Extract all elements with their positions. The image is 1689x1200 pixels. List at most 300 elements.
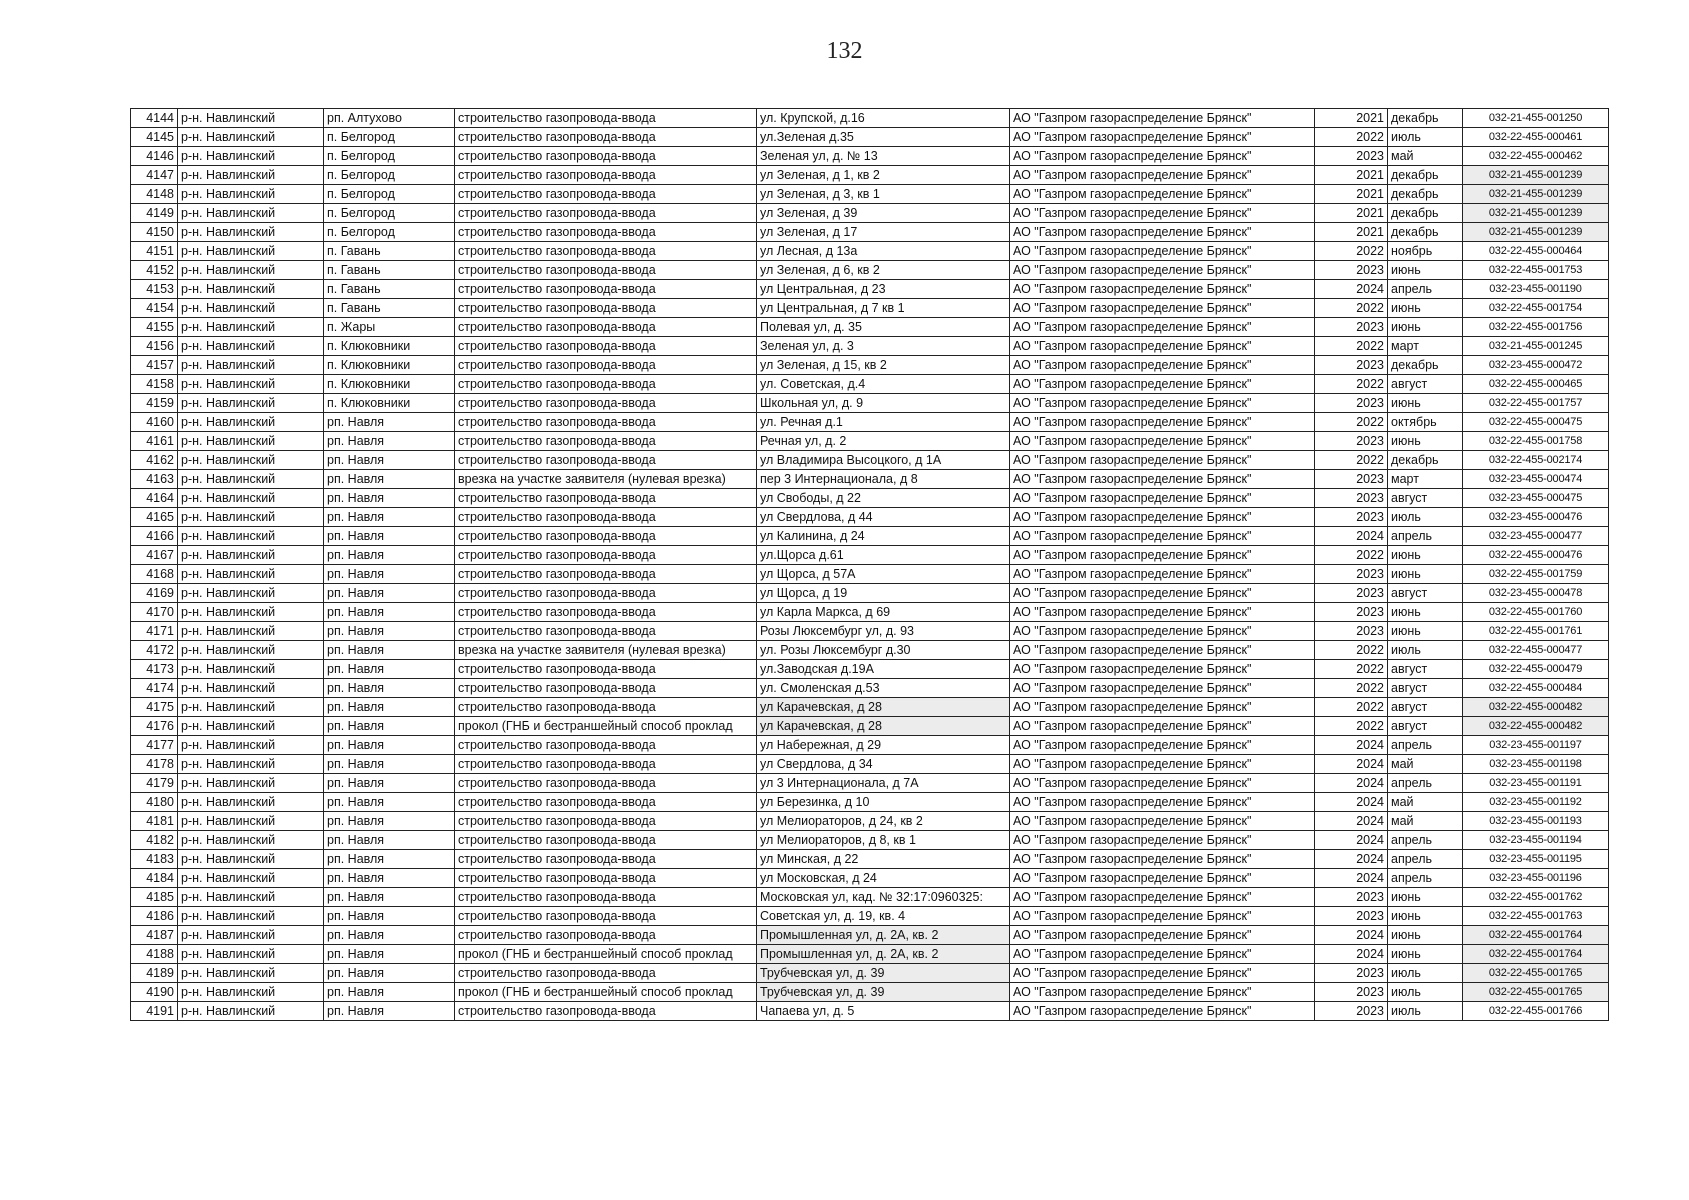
locality-cell: рп. Навля bbox=[324, 470, 455, 489]
code-cell: 032-22-455-000477 bbox=[1463, 641, 1609, 660]
locality-cell: рп. Навля bbox=[324, 717, 455, 736]
month-cell: июнь bbox=[1388, 546, 1463, 565]
district-cell: р-н. Навлинский bbox=[178, 850, 324, 869]
organization-cell: АО "Газпром газораспределение Брянск" bbox=[1010, 223, 1315, 242]
district-cell: р-н. Навлинский bbox=[178, 565, 324, 584]
address-cell: ул Зеленая, д 17 bbox=[757, 223, 1010, 242]
month-cell: апрель bbox=[1388, 280, 1463, 299]
address-cell: ул Набережная, д 29 bbox=[757, 736, 1010, 755]
address-cell: ул Карла Маркса, д 69 bbox=[757, 603, 1010, 622]
row-number: 4190 bbox=[131, 983, 178, 1002]
district-cell: р-н. Навлинский bbox=[178, 546, 324, 565]
locality-cell: рп. Навля bbox=[324, 413, 455, 432]
year-cell: 2022 bbox=[1315, 242, 1388, 261]
year-cell: 2024 bbox=[1315, 774, 1388, 793]
year-cell: 2024 bbox=[1315, 869, 1388, 888]
table-row bbox=[131, 983, 1609, 1002]
address-cell: Полевая ул, д. 35 bbox=[757, 318, 1010, 337]
district-cell: р-н. Навлинский bbox=[178, 299, 324, 318]
organization-cell: АО "Газпром газораспределение Брянск" bbox=[1010, 280, 1315, 299]
address-cell: ул.Щорса д.61 bbox=[757, 546, 1010, 565]
year-cell: 2023 bbox=[1315, 489, 1388, 508]
table-row bbox=[131, 128, 1609, 147]
code-cell: 032-23-455-001190 bbox=[1463, 280, 1609, 299]
year-cell: 2021 bbox=[1315, 109, 1388, 128]
table-row bbox=[131, 527, 1609, 546]
organization-cell: АО "Газпром газораспределение Брянск" bbox=[1010, 850, 1315, 869]
table-row bbox=[131, 698, 1609, 717]
code-cell: 032-23-455-001198 bbox=[1463, 755, 1609, 774]
row-number: 4172 bbox=[131, 641, 178, 660]
year-cell: 2024 bbox=[1315, 527, 1388, 546]
locality-cell: рп. Навля bbox=[324, 812, 455, 831]
row-number: 4173 bbox=[131, 660, 178, 679]
row-number: 4174 bbox=[131, 679, 178, 698]
address-cell: Зеленая ул, д. 3 bbox=[757, 337, 1010, 356]
month-cell: июль bbox=[1388, 128, 1463, 147]
work-type-cell: строительство газопровода-ввода bbox=[455, 109, 757, 128]
row-number: 4177 bbox=[131, 736, 178, 755]
organization-cell: АО "Газпром газораспределение Брянск" bbox=[1010, 964, 1315, 983]
table-row bbox=[131, 831, 1609, 850]
work-type-cell: строительство газопровода-ввода bbox=[455, 166, 757, 185]
year-cell: 2024 bbox=[1315, 850, 1388, 869]
row-number: 4178 bbox=[131, 755, 178, 774]
district-cell: р-н. Навлинский bbox=[178, 945, 324, 964]
locality-cell: рп. Навля bbox=[324, 755, 455, 774]
work-type-cell: строительство газопровода-ввода bbox=[455, 261, 757, 280]
table-row bbox=[131, 774, 1609, 793]
work-type-cell: прокол (ГНБ и бестраншейный способ проклад bbox=[455, 945, 757, 964]
row-number: 4188 bbox=[131, 945, 178, 964]
month-cell: июнь bbox=[1388, 888, 1463, 907]
year-cell: 2022 bbox=[1315, 413, 1388, 432]
code-cell: 032-22-455-000476 bbox=[1463, 546, 1609, 565]
address-cell: ул Березинка, д 10 bbox=[757, 793, 1010, 812]
address-cell: ул Зеленая, д 39 bbox=[757, 204, 1010, 223]
code-cell: 032-22-455-000464 bbox=[1463, 242, 1609, 261]
district-cell: р-н. Навлинский bbox=[178, 831, 324, 850]
organization-cell: АО "Газпром газораспределение Брянск" bbox=[1010, 204, 1315, 223]
row-number: 4191 bbox=[131, 1002, 178, 1021]
table-row bbox=[131, 603, 1609, 622]
code-cell: 032-23-455-001194 bbox=[1463, 831, 1609, 850]
year-cell: 2022 bbox=[1315, 717, 1388, 736]
organization-cell: АО "Газпром газораспределение Брянск" bbox=[1010, 299, 1315, 318]
month-cell: август bbox=[1388, 375, 1463, 394]
district-cell: р-н. Навлинский bbox=[178, 223, 324, 242]
month-cell: август bbox=[1388, 660, 1463, 679]
row-number: 4183 bbox=[131, 850, 178, 869]
district-cell: р-н. Навлинский bbox=[178, 432, 324, 451]
address-cell: ул. Розы Люксембург д.30 bbox=[757, 641, 1010, 660]
district-cell: р-н. Навлинский bbox=[178, 679, 324, 698]
row-number: 4187 bbox=[131, 926, 178, 945]
address-cell: ул Свердлова, д 44 bbox=[757, 508, 1010, 527]
address-cell: ул Зеленая, д 15, кв 2 bbox=[757, 356, 1010, 375]
work-type-cell: строительство газопровода-ввода bbox=[455, 185, 757, 204]
code-cell: 032-23-455-000474 bbox=[1463, 470, 1609, 489]
month-cell: июнь bbox=[1388, 622, 1463, 641]
row-number: 4169 bbox=[131, 584, 178, 603]
locality-cell: рп. Навля bbox=[324, 831, 455, 850]
organization-cell: АО "Газпром газораспределение Брянск" bbox=[1010, 698, 1315, 717]
locality-cell: п. Белгород bbox=[324, 204, 455, 223]
table-row bbox=[131, 394, 1609, 413]
address-cell: Трубчевская ул, д. 39 bbox=[757, 983, 1010, 1002]
year-cell: 2023 bbox=[1315, 147, 1388, 166]
code-cell: 032-22-455-001764 bbox=[1463, 945, 1609, 964]
code-cell: 032-22-455-001756 bbox=[1463, 318, 1609, 337]
month-cell: июнь bbox=[1388, 603, 1463, 622]
row-number: 4164 bbox=[131, 489, 178, 508]
address-cell: Промышленная ул, д. 2А, кв. 2 bbox=[757, 926, 1010, 945]
table-row bbox=[131, 280, 1609, 299]
month-cell: июль bbox=[1388, 983, 1463, 1002]
locality-cell: рп. Навля bbox=[324, 432, 455, 451]
organization-cell: АО "Газпром газораспределение Брянск" bbox=[1010, 508, 1315, 527]
locality-cell: рп. Навля bbox=[324, 527, 455, 546]
table-row bbox=[131, 413, 1609, 432]
month-cell: июль bbox=[1388, 508, 1463, 527]
code-cell: 032-22-455-001761 bbox=[1463, 622, 1609, 641]
organization-cell: АО "Газпром газораспределение Брянск" bbox=[1010, 318, 1315, 337]
month-cell: декабрь bbox=[1388, 356, 1463, 375]
code-cell: 032-21-455-001245 bbox=[1463, 337, 1609, 356]
district-cell: р-н. Навлинский bbox=[178, 698, 324, 717]
table-row bbox=[131, 565, 1609, 584]
code-cell: 032-22-455-001757 bbox=[1463, 394, 1609, 413]
table-row bbox=[131, 717, 1609, 736]
table-row bbox=[131, 1002, 1609, 1021]
code-cell: 032-22-455-001763 bbox=[1463, 907, 1609, 926]
district-cell: р-н. Навлинский bbox=[178, 907, 324, 926]
month-cell: июнь bbox=[1388, 318, 1463, 337]
year-cell: 2023 bbox=[1315, 508, 1388, 527]
row-number: 4154 bbox=[131, 299, 178, 318]
table-row bbox=[131, 109, 1609, 128]
organization-cell: АО "Газпром газораспределение Брянск" bbox=[1010, 337, 1315, 356]
organization-cell: АО "Газпром газораспределение Брянск" bbox=[1010, 356, 1315, 375]
table-row bbox=[131, 926, 1609, 945]
code-cell: 032-22-455-002174 bbox=[1463, 451, 1609, 470]
address-cell: ул Центральная, д 7 кв 1 bbox=[757, 299, 1010, 318]
row-number: 4180 bbox=[131, 793, 178, 812]
code-cell: 032-22-455-001760 bbox=[1463, 603, 1609, 622]
work-type-cell: строительство газопровода-ввода bbox=[455, 318, 757, 337]
month-cell: март bbox=[1388, 470, 1463, 489]
work-type-cell: строительство газопровода-ввода bbox=[455, 622, 757, 641]
month-cell: июнь bbox=[1388, 565, 1463, 584]
address-cell: ул Свердлова, д 34 bbox=[757, 755, 1010, 774]
work-type-cell: строительство газопровода-ввода bbox=[455, 679, 757, 698]
row-number: 4179 bbox=[131, 774, 178, 793]
locality-cell: п. Гавань bbox=[324, 261, 455, 280]
code-cell: 032-21-455-001239 bbox=[1463, 166, 1609, 185]
table-row bbox=[131, 166, 1609, 185]
month-cell: март bbox=[1388, 337, 1463, 356]
district-cell: р-н. Навлинский bbox=[178, 394, 324, 413]
row-number: 4166 bbox=[131, 527, 178, 546]
district-cell: р-н. Навлинский bbox=[178, 812, 324, 831]
year-cell: 2023 bbox=[1315, 432, 1388, 451]
row-number: 4186 bbox=[131, 907, 178, 926]
locality-cell: рп. Навля bbox=[324, 1002, 455, 1021]
year-cell: 2022 bbox=[1315, 128, 1388, 147]
address-cell: ул. Советская, д.4 bbox=[757, 375, 1010, 394]
table-row bbox=[131, 755, 1609, 774]
month-cell: декабрь bbox=[1388, 185, 1463, 204]
address-cell: Московская ул, кад. № 32:17:0960325: bbox=[757, 888, 1010, 907]
row-number: 4144 bbox=[131, 109, 178, 128]
work-type-cell: строительство газопровода-ввода bbox=[455, 964, 757, 983]
district-cell: р-н. Навлинский bbox=[178, 204, 324, 223]
organization-cell: АО "Газпром газораспределение Брянск" bbox=[1010, 261, 1315, 280]
month-cell: июнь bbox=[1388, 907, 1463, 926]
address-cell: ул Калинина, д 24 bbox=[757, 527, 1010, 546]
code-cell: 032-22-455-001758 bbox=[1463, 432, 1609, 451]
row-number: 4153 bbox=[131, 280, 178, 299]
district-cell: р-н. Навлинский bbox=[178, 166, 324, 185]
code-cell: 032-22-455-001765 bbox=[1463, 964, 1609, 983]
locality-cell: рп. Навля bbox=[324, 888, 455, 907]
district-cell: р-н. Навлинский bbox=[178, 128, 324, 147]
table-row bbox=[131, 508, 1609, 527]
year-cell: 2022 bbox=[1315, 375, 1388, 394]
month-cell: август bbox=[1388, 698, 1463, 717]
district-cell: р-н. Навлинский bbox=[178, 622, 324, 641]
table-row bbox=[131, 489, 1609, 508]
district-cell: р-н. Навлинский bbox=[178, 983, 324, 1002]
locality-cell: рп. Навля bbox=[324, 641, 455, 660]
district-cell: р-н. Навлинский bbox=[178, 470, 324, 489]
work-type-cell: строительство газопровода-ввода bbox=[455, 736, 757, 755]
year-cell: 2024 bbox=[1315, 736, 1388, 755]
code-cell: 032-22-455-001753 bbox=[1463, 261, 1609, 280]
year-cell: 2022 bbox=[1315, 546, 1388, 565]
code-cell: 032-23-455-000475 bbox=[1463, 489, 1609, 508]
organization-cell: АО "Газпром газораспределение Брянск" bbox=[1010, 128, 1315, 147]
address-cell: ул Зеленая, д 1, кв 2 bbox=[757, 166, 1010, 185]
locality-cell: рп. Навля bbox=[324, 603, 455, 622]
address-cell: Розы Люксембург ул, д. 93 bbox=[757, 622, 1010, 641]
row-number: 4156 bbox=[131, 337, 178, 356]
district-cell: р-н. Навлинский bbox=[178, 793, 324, 812]
work-type-cell: строительство газопровода-ввода bbox=[455, 299, 757, 318]
locality-cell: рп. Навля bbox=[324, 508, 455, 527]
address-cell: пер 3 Интернационала, д 8 bbox=[757, 470, 1010, 489]
month-cell: август bbox=[1388, 679, 1463, 698]
row-number: 4163 bbox=[131, 470, 178, 489]
month-cell: декабрь bbox=[1388, 451, 1463, 470]
organization-cell: АО "Газпром газораспределение Брянск" bbox=[1010, 242, 1315, 261]
address-cell: ул.Зеленая д.35 bbox=[757, 128, 1010, 147]
code-cell: 032-22-455-000482 bbox=[1463, 698, 1609, 717]
table-row bbox=[131, 945, 1609, 964]
month-cell: декабрь bbox=[1388, 223, 1463, 242]
code-cell: 032-21-455-001239 bbox=[1463, 185, 1609, 204]
row-number: 4181 bbox=[131, 812, 178, 831]
organization-cell: АО "Газпром газораспределение Брянск" bbox=[1010, 470, 1315, 489]
row-number: 4162 bbox=[131, 451, 178, 470]
table-row bbox=[131, 204, 1609, 223]
month-cell: апрель bbox=[1388, 831, 1463, 850]
locality-cell: рп. Навля bbox=[324, 565, 455, 584]
address-cell: Школьная ул, д. 9 bbox=[757, 394, 1010, 413]
year-cell: 2022 bbox=[1315, 337, 1388, 356]
locality-cell: рп. Навля bbox=[324, 926, 455, 945]
code-cell: 032-23-455-001192 bbox=[1463, 793, 1609, 812]
work-type-cell: строительство газопровода-ввода bbox=[455, 147, 757, 166]
work-type-cell: строительство газопровода-ввода bbox=[455, 907, 757, 926]
registry-table bbox=[130, 108, 1609, 1021]
row-number: 4170 bbox=[131, 603, 178, 622]
organization-cell: АО "Газпром газораспределение Брянск" bbox=[1010, 641, 1315, 660]
page-number: 132 bbox=[826, 38, 863, 64]
year-cell: 2023 bbox=[1315, 907, 1388, 926]
row-number: 4155 bbox=[131, 318, 178, 337]
table-row bbox=[131, 812, 1609, 831]
table-row bbox=[131, 261, 1609, 280]
address-cell: ул Центральная, д 23 bbox=[757, 280, 1010, 299]
code-cell: 032-23-455-001197 bbox=[1463, 736, 1609, 755]
month-cell: апрель bbox=[1388, 869, 1463, 888]
organization-cell: АО "Газпром газораспределение Брянск" bbox=[1010, 736, 1315, 755]
table-row bbox=[131, 318, 1609, 337]
table-row bbox=[131, 584, 1609, 603]
row-number: 4158 bbox=[131, 375, 178, 394]
district-cell: р-н. Навлинский bbox=[178, 641, 324, 660]
address-cell: ул Карачевская, д 28 bbox=[757, 717, 1010, 736]
district-cell: р-н. Навлинский bbox=[178, 109, 324, 128]
locality-cell: рп. Навля bbox=[324, 869, 455, 888]
code-cell: 032-22-455-000461 bbox=[1463, 128, 1609, 147]
table-row bbox=[131, 850, 1609, 869]
month-cell: ноябрь bbox=[1388, 242, 1463, 261]
address-cell: Промышленная ул, д. 2А, кв. 2 bbox=[757, 945, 1010, 964]
locality-cell: п. Клюковники bbox=[324, 394, 455, 413]
address-cell: ул. Речная д.1 bbox=[757, 413, 1010, 432]
month-cell: апрель bbox=[1388, 527, 1463, 546]
work-type-cell: строительство газопровода-ввода bbox=[455, 660, 757, 679]
locality-cell: п. Белгород bbox=[324, 166, 455, 185]
organization-cell: АО "Газпром газораспределение Брянск" bbox=[1010, 717, 1315, 736]
work-type-cell: прокол (ГНБ и бестраншейный способ проклад bbox=[455, 983, 757, 1002]
row-number: 4171 bbox=[131, 622, 178, 641]
month-cell: июнь bbox=[1388, 432, 1463, 451]
organization-cell: АО "Газпром газораспределение Брянск" bbox=[1010, 926, 1315, 945]
year-cell: 2024 bbox=[1315, 945, 1388, 964]
locality-cell: п. Гавань bbox=[324, 242, 455, 261]
work-type-cell: строительство газопровода-ввода bbox=[455, 755, 757, 774]
table-row bbox=[131, 641, 1609, 660]
work-type-cell: строительство газопровода-ввода bbox=[455, 527, 757, 546]
year-cell: 2023 bbox=[1315, 470, 1388, 489]
row-number: 4148 bbox=[131, 185, 178, 204]
district-cell: р-н. Навлинский bbox=[178, 375, 324, 394]
organization-cell: АО "Газпром газораспределение Брянск" bbox=[1010, 1002, 1315, 1021]
locality-cell: рп. Навля bbox=[324, 584, 455, 603]
month-cell: декабрь bbox=[1388, 204, 1463, 223]
month-cell: июль bbox=[1388, 1002, 1463, 1021]
work-type-cell: строительство газопровода-ввода bbox=[455, 926, 757, 945]
district-cell: р-н. Навлинский bbox=[178, 584, 324, 603]
code-cell: 032-22-455-000462 bbox=[1463, 147, 1609, 166]
work-type-cell: строительство газопровода-ввода bbox=[455, 280, 757, 299]
year-cell: 2023 bbox=[1315, 622, 1388, 641]
address-cell: ул. Смоленская д.53 bbox=[757, 679, 1010, 698]
organization-cell: АО "Газпром газораспределение Брянск" bbox=[1010, 755, 1315, 774]
locality-cell: рп. Навля bbox=[324, 451, 455, 470]
locality-cell: п. Белгород bbox=[324, 128, 455, 147]
locality-cell: п. Клюковники bbox=[324, 375, 455, 394]
locality-cell: рп. Навля bbox=[324, 945, 455, 964]
district-cell: р-н. Навлинский bbox=[178, 451, 324, 470]
row-number: 4157 bbox=[131, 356, 178, 375]
row-number: 4146 bbox=[131, 147, 178, 166]
row-number: 4182 bbox=[131, 831, 178, 850]
code-cell: 032-22-455-000482 bbox=[1463, 717, 1609, 736]
row-number: 4151 bbox=[131, 242, 178, 261]
work-type-cell: строительство газопровода-ввода bbox=[455, 774, 757, 793]
locality-cell: рп. Навля bbox=[324, 793, 455, 812]
year-cell: 2023 bbox=[1315, 983, 1388, 1002]
code-cell: 032-23-455-001193 bbox=[1463, 812, 1609, 831]
organization-cell: АО "Газпром газораспределение Брянск" bbox=[1010, 679, 1315, 698]
organization-cell: АО "Газпром газораспределение Брянск" bbox=[1010, 907, 1315, 926]
locality-cell: рп. Навля bbox=[324, 679, 455, 698]
code-cell: 032-23-455-001195 bbox=[1463, 850, 1609, 869]
table-row bbox=[131, 793, 1609, 812]
locality-cell: п. Гавань bbox=[324, 280, 455, 299]
district-cell: р-н. Навлинский bbox=[178, 261, 324, 280]
work-type-cell: строительство газопровода-ввода bbox=[455, 888, 757, 907]
year-cell: 2022 bbox=[1315, 641, 1388, 660]
address-cell: ул. Крупской, д.16 bbox=[757, 109, 1010, 128]
locality-cell: рп. Навля bbox=[324, 698, 455, 717]
address-cell: Зеленая ул, д. № 13 bbox=[757, 147, 1010, 166]
locality-cell: рп. Навля bbox=[324, 850, 455, 869]
locality-cell: рп. Навля bbox=[324, 983, 455, 1002]
work-type-cell: строительство газопровода-ввода bbox=[455, 432, 757, 451]
month-cell: август bbox=[1388, 489, 1463, 508]
organization-cell: АО "Газпром газораспределение Брянск" bbox=[1010, 432, 1315, 451]
table-row bbox=[131, 147, 1609, 166]
organization-cell: АО "Газпром газораспределение Брянск" bbox=[1010, 622, 1315, 641]
year-cell: 2024 bbox=[1315, 831, 1388, 850]
organization-cell: АО "Газпром газораспределение Брянск" bbox=[1010, 869, 1315, 888]
table-row bbox=[131, 679, 1609, 698]
organization-cell: АО "Газпром газораспределение Брянск" bbox=[1010, 375, 1315, 394]
row-number: 4184 bbox=[131, 869, 178, 888]
work-type-cell: строительство газопровода-ввода bbox=[455, 375, 757, 394]
address-cell: Трубчевская ул, д. 39 bbox=[757, 964, 1010, 983]
table-row bbox=[131, 356, 1609, 375]
address-cell: ул Мелиораторов, д 24, кв 2 bbox=[757, 812, 1010, 831]
locality-cell: рп. Навля bbox=[324, 660, 455, 679]
row-number: 4160 bbox=[131, 413, 178, 432]
address-cell: ул.Заводская д.19А bbox=[757, 660, 1010, 679]
month-cell: июнь bbox=[1388, 394, 1463, 413]
district-cell: р-н. Навлинский bbox=[178, 774, 324, 793]
work-type-cell: строительство газопровода-ввода bbox=[455, 223, 757, 242]
row-number: 4175 bbox=[131, 698, 178, 717]
code-cell: 032-22-455-001759 bbox=[1463, 565, 1609, 584]
year-cell: 2022 bbox=[1315, 299, 1388, 318]
address-cell: ул Московская, д 24 bbox=[757, 869, 1010, 888]
organization-cell: АО "Газпром газораспределение Брянск" bbox=[1010, 660, 1315, 679]
table-row bbox=[131, 299, 1609, 318]
